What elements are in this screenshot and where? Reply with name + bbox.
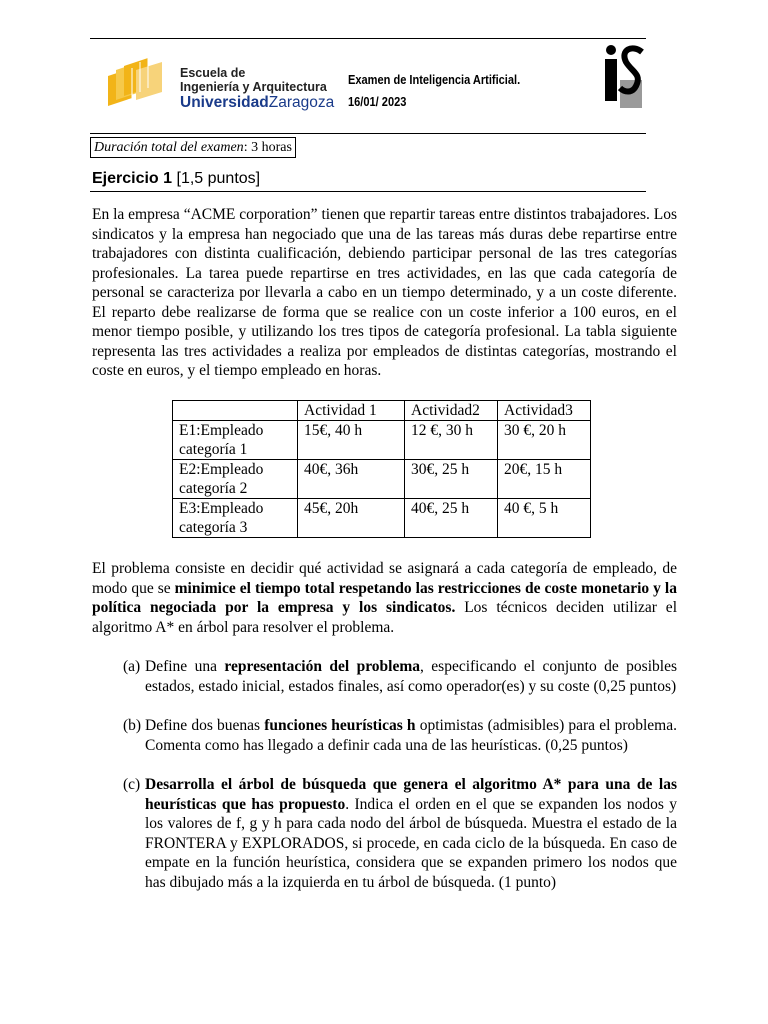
duration-value: : 3 horas — [243, 140, 292, 155]
table-row — [173, 421, 591, 460]
question-text — [145, 716, 677, 755]
table-cell: 30 €, 20 h — [498, 421, 591, 460]
table-cell: 40€, 25 h — [405, 499, 498, 538]
question-bold: representación del problema — [224, 658, 421, 675]
table-cell: E1:Empleado categoría 1 — [173, 421, 298, 460]
table-cell: 12 €, 30 h — [405, 421, 498, 460]
question-post: optimistas (admisibles) para el problema. Comenta como has llegado a definir cada una de las heurísticas. (0,25 puntos) — [145, 717, 677, 754]
question-c — [123, 775, 677, 892]
table-cell: 45€, 20h — [298, 499, 405, 538]
department-logo-icon — [602, 44, 646, 110]
top-rule — [90, 38, 646, 39]
problem-bold: minimice el tiempo total respetando las restricciones de coste monetario y la política negociada por la empresa y los sindicatos. — [92, 579, 677, 616]
exercise-number: Ejercicio 1 — [92, 170, 173, 187]
duration-box — [90, 137, 296, 158]
table-header-row — [173, 401, 591, 421]
table-cell: 40€, 36h — [298, 460, 405, 499]
activities-table — [172, 400, 591, 538]
duration-label: Duración total del examen — [94, 140, 244, 155]
table-cell: E3:Empleado categoría 3 — [173, 499, 298, 538]
problem-text-end: Los técnicos deciden utilizar el algoritmo A* en árbol para resolver el problema. — [92, 599, 677, 636]
table-cell: 30€, 25 h — [405, 460, 498, 499]
intro-paragraph: En la empresa “ACME corporation” tienen que repartir tareas entre distintos trabajadores. Los sindicatos y la empresa han negociado que una de las tareas más duras debe repartirse entre trabajadores con distinta cualificación, debiendo participar personal de las tres categorías profesionales. La tarea puede repartirse en tres actividades, en las que cada categoría de personal se caracteriza por llevarla a cabo en un tiempo determinado, y a un coste diferente. El reparto debe realizarse de forma que se realice con un coste inferior a 100 euros, en el menor tiempo posible, y utilizando los tres tipos de categoría profesional. La tabla siguiente representa las tres actividades a realiza por empleados de distintas categorías, mostrando el coste en euros, y el tiempo empleado en horas. — [92, 206, 677, 379]
exam-title: Examen de Inteligencia Artificial. — [348, 72, 521, 87]
question-label: (c) — [123, 776, 141, 793]
header-rule — [90, 133, 646, 134]
title-rule — [90, 191, 646, 192]
exam-header — [348, 69, 520, 113]
exercise-title — [92, 169, 260, 189]
eina-logo-icon — [106, 58, 164, 110]
table-cell: 20€, 15 h — [498, 460, 591, 499]
university-bold: Universidad — [180, 94, 269, 111]
university-city: Zaragoza — [268, 94, 335, 111]
question-post: . Indica el orden en el que se expanden los nodos y los valores de f, g y h para cada nodo del árbol de búsqueda. Muestra el estado de la FRONTERA y EXPLORADOS, si procede, en cada ciclo de la búsqueda. En caso de empate en la función heurística, considera que se expanden primero los nodos que has dibujado más a la izquierda en tu árbol de búsqueda. (1 punto) — [145, 795, 677, 891]
table-cell: E2:Empleado categoría 2 — [173, 460, 298, 499]
table-header-cell: Actividad2 — [405, 401, 498, 421]
table-cell: 40 €, 5 h — [498, 499, 591, 538]
question-bold: funciones heurísticas h — [264, 717, 416, 734]
question-b — [123, 716, 677, 755]
question-pre: Define una — [145, 658, 225, 675]
question-post: , especificando el conjunto de posibles estados, estado inicial, estados finales, así como operador(es) y su coste (0,25 puntos) — [145, 658, 677, 695]
question-text — [145, 657, 677, 696]
table-header-cell: Actividad3 — [498, 401, 591, 421]
exercise-points: [1,5 puntos] — [176, 170, 261, 187]
school-line-1: Escuela de — [180, 66, 246, 80]
question-text — [145, 775, 677, 892]
problem-paragraph — [92, 559, 677, 637]
problem-text: El problema consiste en decidir qué actividad se asignará a cada categoría de empleado, de modo que se — [92, 560, 677, 597]
question-a — [123, 657, 677, 696]
question-pre: Define dos buenas — [145, 717, 265, 734]
school-line-2: Ingeniería y Arquitectura — [180, 80, 327, 94]
table-header-cell — [173, 401, 298, 421]
question-label: (b) — [123, 717, 142, 734]
university-name — [180, 94, 334, 112]
table-row — [173, 460, 591, 499]
table-header-cell: Actividad 1 — [298, 401, 405, 421]
question-bold: Desarrolla el árbol de búsqueda que genera el algoritmo A* para una de las heurísticas que has propuesto — [145, 776, 677, 813]
table-row — [173, 499, 591, 538]
question-label: (a) — [123, 658, 141, 675]
exam-date: 16/01/ 2023 — [348, 94, 407, 109]
table-cell: 15€, 40 h — [298, 421, 405, 460]
school-name — [180, 66, 334, 112]
